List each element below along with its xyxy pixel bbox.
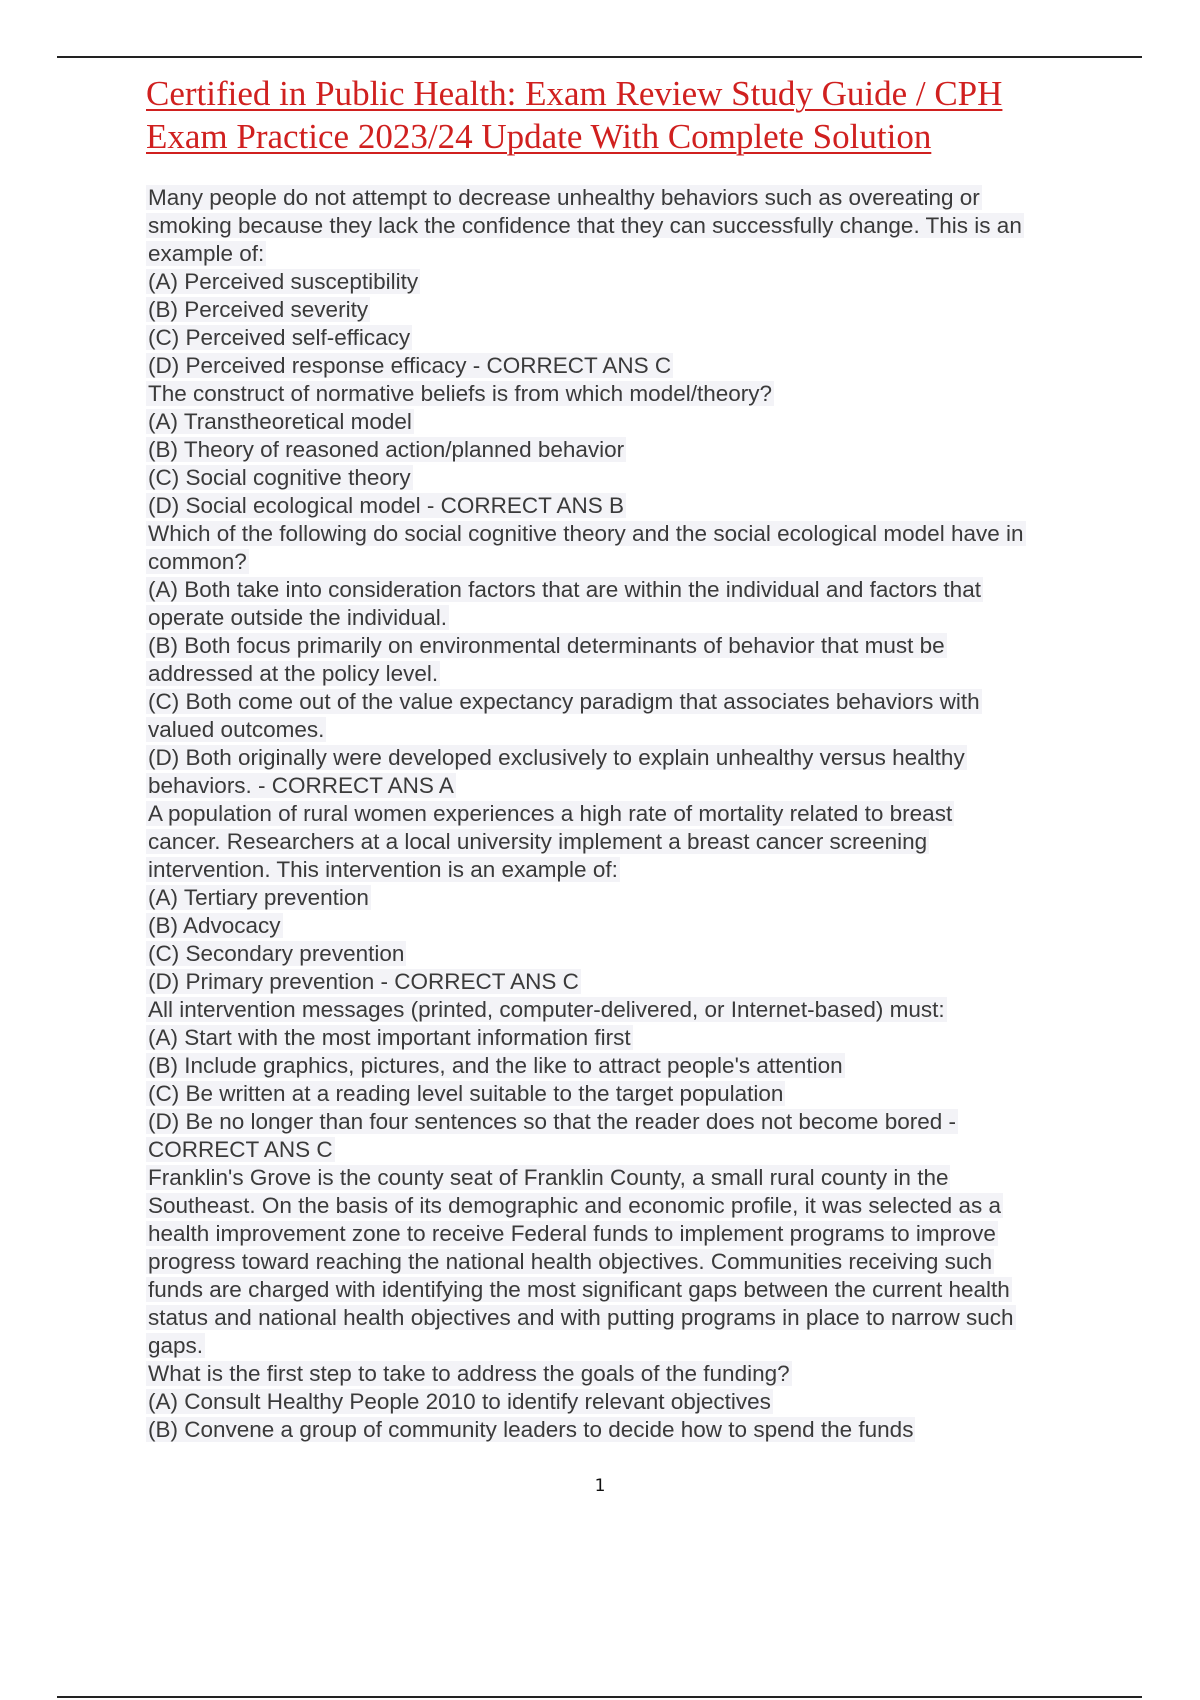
text-line: Southeast. On the basis of its demographic and economic profile, it was selected as a (148, 1193, 1001, 1218)
text-line: (D) Both originally were developed exclusively to explain unhealthy versus healthy (148, 745, 965, 770)
text-line: (B) Theory of reasoned action/planned behavior (148, 437, 625, 462)
page-number: 1 (594, 1476, 606, 1496)
text-line: The construct of normative beliefs is from which model/theory? (148, 381, 773, 406)
question-body (146, 184, 1106, 1444)
text-line: (A) Perceived susceptibility (148, 269, 419, 294)
text-line: (D) Be no longer than four sentences so that the reader does not become bored - (148, 1109, 956, 1134)
text-line: (C) Perceived self-efficacy (148, 325, 411, 350)
text-line: (C) Both come out of the value expectancy paradigm that associates behaviors with (148, 689, 980, 714)
text-line: (D) Primary prevention - CORRECT ANS C (148, 969, 579, 994)
text-line: Which of the following do social cognitive theory and the social ecological model have in (148, 521, 1024, 546)
text-line: common? (148, 549, 247, 574)
text-line: (A) Transtheoretical model (148, 409, 412, 434)
text-line: What is the first step to take to address the goals of the funding? (148, 1361, 790, 1386)
text-line: (D) Perceived response efficacy - CORRECT ANS C (148, 353, 672, 378)
text-line: addressed at the policy level. (148, 661, 439, 686)
text-line: (B) Include graphics, pictures, and the like to attract people's attention (148, 1053, 843, 1078)
title-line: Exam Practice 2023/24 Update With Complete Solution (146, 117, 932, 156)
document-title (146, 72, 1106, 158)
text-line: valued outcomes. (148, 717, 325, 742)
text-line: (B) Advocacy (148, 913, 281, 938)
text-line: (C) Be written at a reading level suitable to the target population (148, 1081, 784, 1106)
text-line: All intervention messages (printed, computer-delivered, or Internet-based) must: (148, 997, 945, 1022)
top-rule (57, 56, 1142, 58)
text-line: (B) Both focus primarily on environmental determinants of behavior that must be (148, 633, 945, 658)
text-line: (C) Social cognitive theory (148, 465, 411, 490)
text-line: (B) Perceived severity (148, 297, 369, 322)
text-line: (A) Start with the most important information first (148, 1025, 631, 1050)
text-line: A population of rural women experiences a high rate of mortality related to breast (148, 801, 953, 826)
text-line: operate outside the individual. (148, 605, 447, 630)
text-line: example of: (148, 241, 265, 266)
text-line: Many people do not attempt to decrease unhealthy behaviors such as overeating or (148, 185, 980, 210)
text-line: (A) Both take into consideration factors that are within the individual and factors that (148, 577, 981, 602)
title-line: Certified in Public Health: Exam Review Study Guide / CPH (146, 74, 1003, 113)
text-line: cancer. Researchers at a local university implement a breast cancer screening (148, 829, 928, 854)
text-line: (A) Consult Healthy People 2010 to identify relevant objectives (148, 1389, 771, 1414)
text-line: (A) Tertiary prevention (148, 885, 369, 910)
text-line: Franklin's Grove is the county seat of Franklin County, a small rural county in the (148, 1165, 949, 1190)
text-line: gaps. (148, 1333, 204, 1358)
text-line: smoking because they lack the confidence that they can successfully change. This is an (148, 213, 1022, 238)
text-line: CORRECT ANS C (148, 1137, 333, 1162)
bottom-rule (57, 1696, 1142, 1698)
text-line: behaviors. - CORRECT ANS A (148, 773, 454, 798)
text-line: (C) Secondary prevention (148, 941, 405, 966)
text-line: health improvement zone to receive Federal funds to implement programs to improve (148, 1221, 996, 1246)
text-line: progress toward reaching the national health objectives. Communities receiving such (148, 1249, 993, 1274)
text-line: funds are charged with identifying the most significant gaps between the current health (148, 1277, 1010, 1302)
text-line: status and national health objectives and with putting programs in place to narrow such (148, 1305, 1014, 1330)
text-line: intervention. This intervention is an example of: (148, 857, 618, 882)
text-line: (D) Social ecological model - CORRECT ANS B (148, 493, 624, 518)
text-line: (B) Convene a group of community leaders to decide how to spend the funds (148, 1417, 914, 1442)
